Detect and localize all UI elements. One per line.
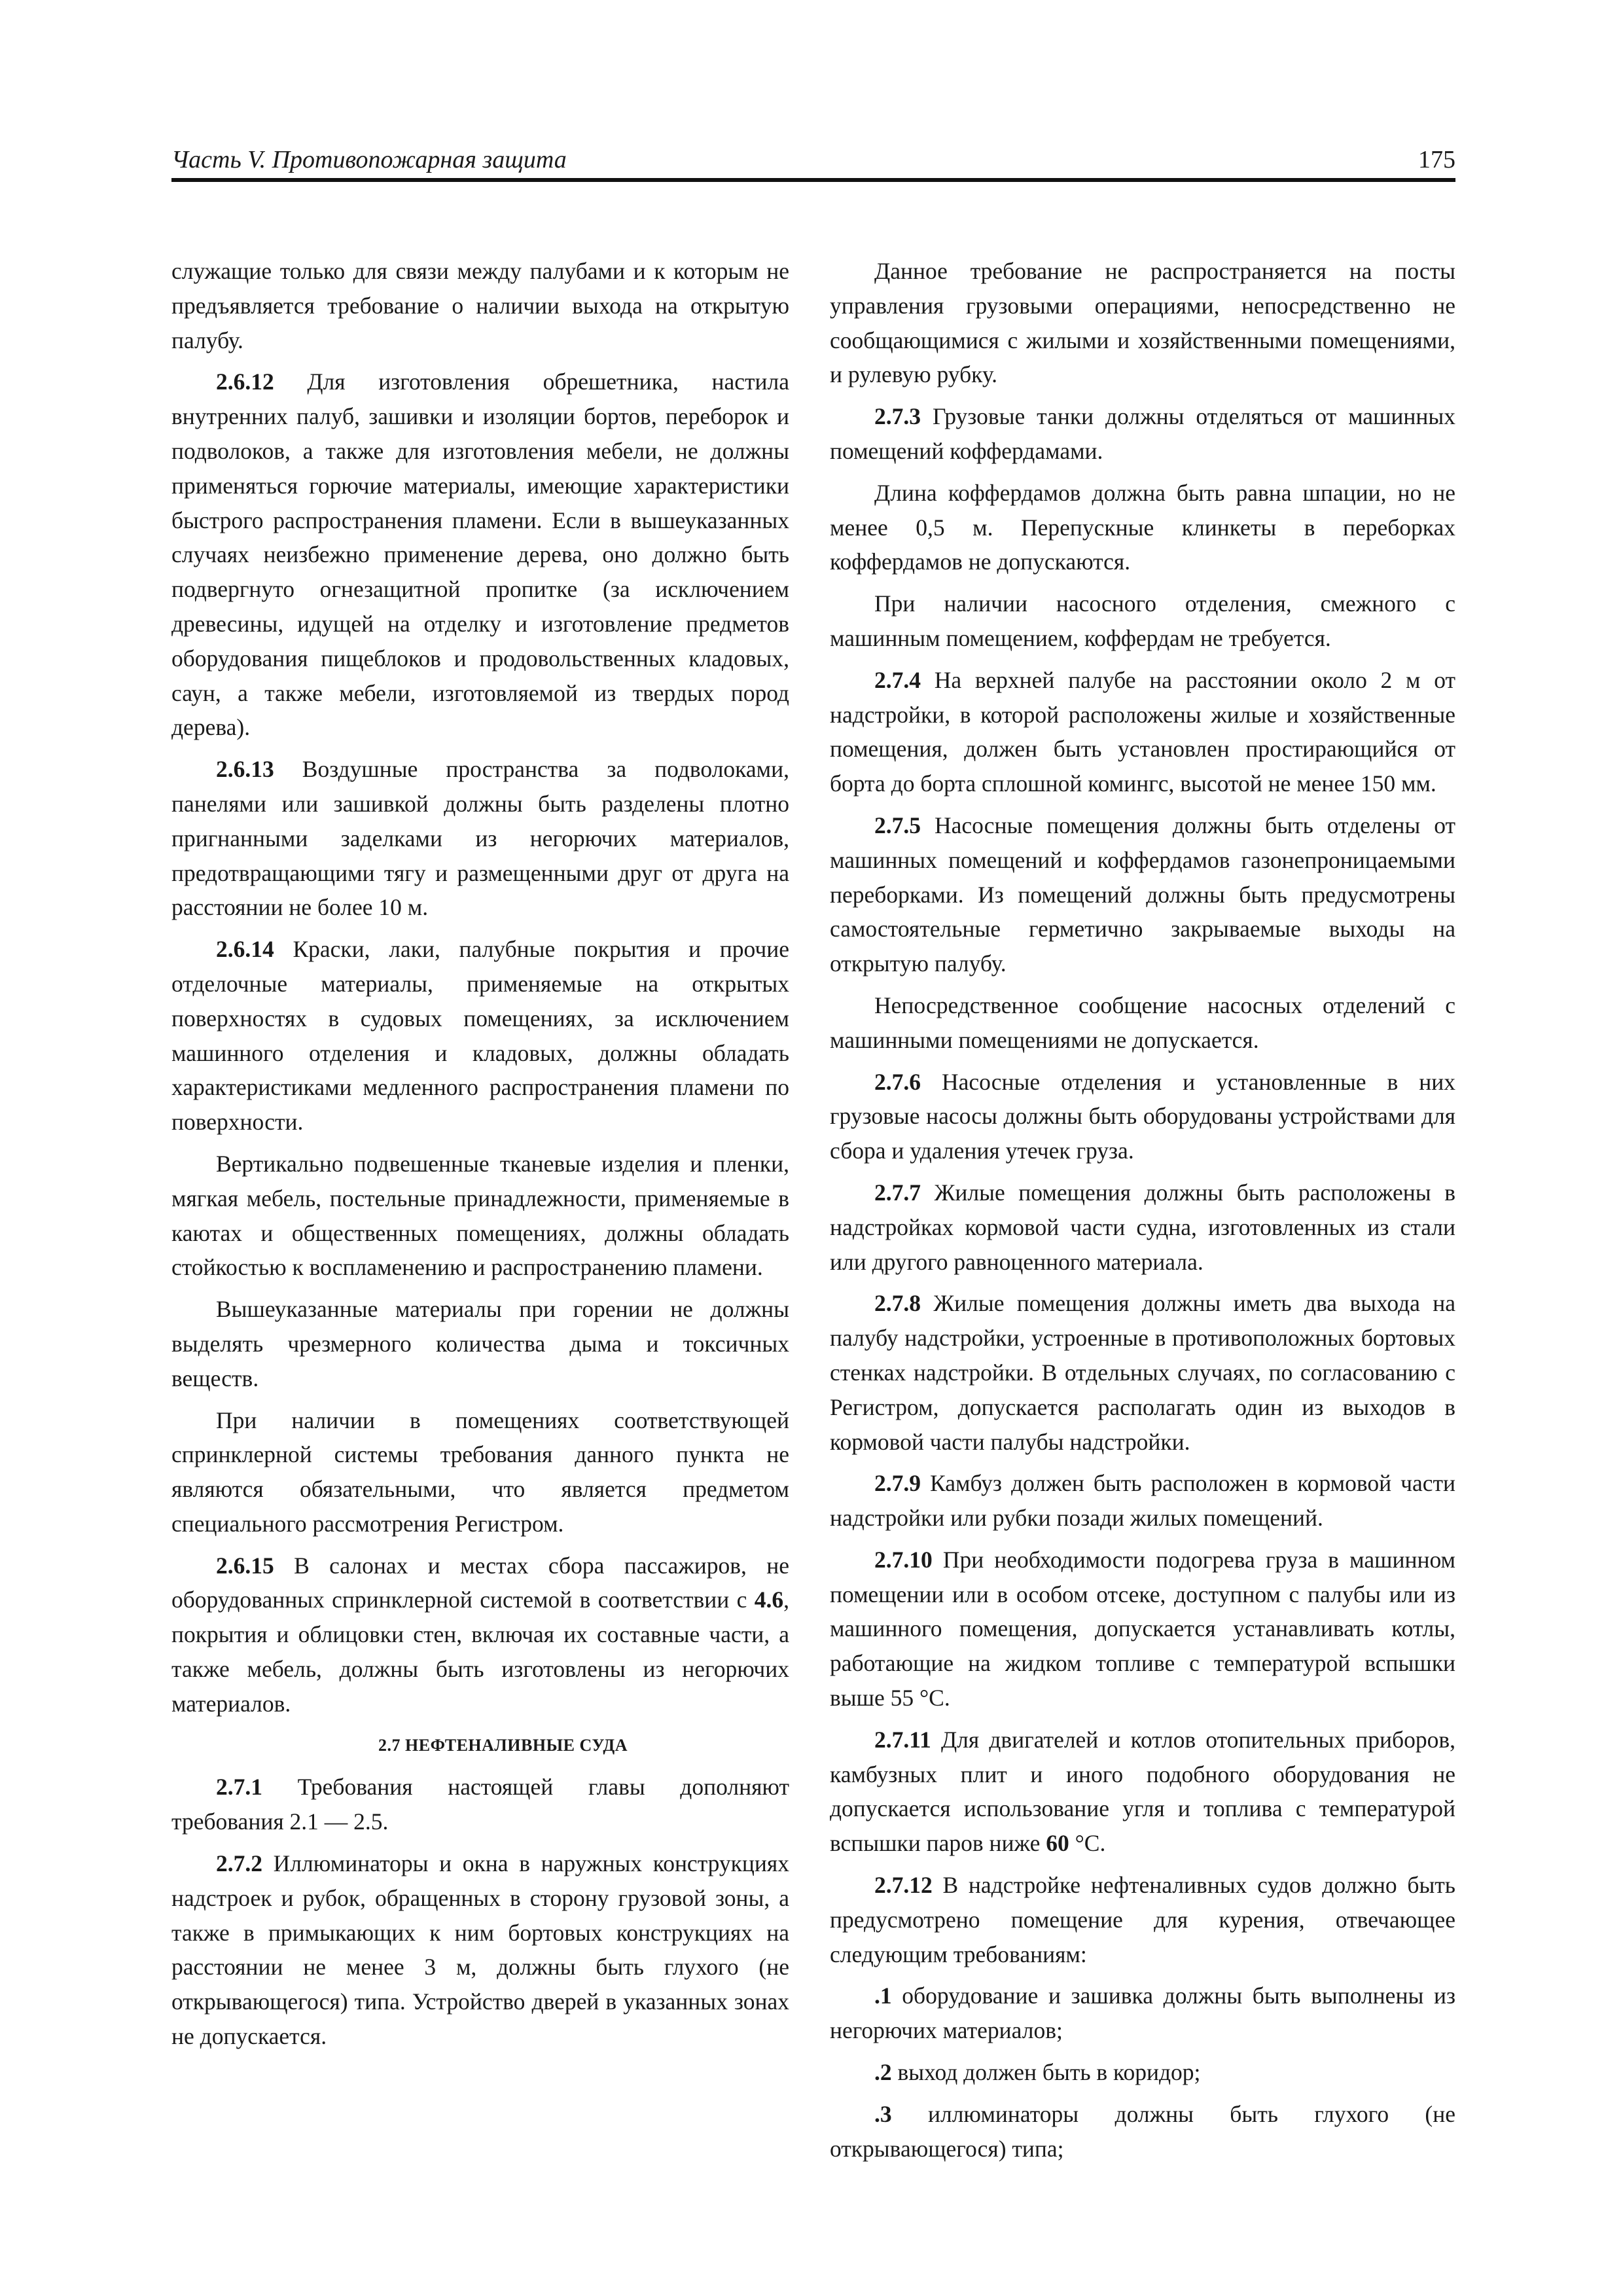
paragraph-2-7-4: 2.7.4 На верхней палубе на расстоянии около 2 м от надстройки, в которой расположены жилые и хозяйственные помещения, должен быть установлен простирающийся от борта до борта сплошной комингс, высотой не менее 150 мм.	[830, 666, 1455, 797]
paragraph-2-6-13: 2.6.13 Воздушные пространства за подволоками, панелями или зашивкой должны быть разделены плотно пригнанными заделками из негорючих материалов, предотвращающими тягу и размещенными друг от друга на расстоянии не более 10 м.	[171, 756, 789, 921]
paragraph: служащие только для связи между палубами и к которым не предъявляется требование о наличии выхода на открытую палубу.	[171, 258, 789, 353]
clause-number: 2.6.14	[216, 936, 274, 963]
page-number: 175	[1418, 146, 1455, 173]
clause-number: 2.7.1	[216, 1774, 262, 1801]
clause-number: 2.6.15	[216, 1552, 274, 1579]
paragraph: Непосредственное сообщение насосных отделений с машинными помещениями не допускается.	[830, 992, 1455, 1053]
paragraph-2-7-6: 2.7.6 Насосные отделения и установленные в них грузовые насосы должны быть оборудованы устройствами для сбора и удаления утечек груза.	[830, 1068, 1455, 1164]
temperature-value: 60	[1046, 1830, 1069, 1857]
paragraph: Данное требование не распространяется на посты управления грузовыми операциями, непосредственно не сообщающимися с жилыми и хозяйственными помещениями, и рулевую рубку.	[830, 258, 1455, 388]
paragraph-2-7-12: 2.7.12 В надстройке нефтеналивных судов должно быть предусмотрено помещение для курения, отвечающее следующим требованиям:	[830, 1872, 1455, 1967]
paragraph-2-7-1: 2.7.1 Требования настоящей главы дополняют требования 2.1 — 2.5.	[171, 1774, 789, 1835]
paragraph-2-7-11: 2.7.11 Для двигателей и котлов отопительных приборов, камбузных плит и иного подобного оборудования не допускается использование угля и топлива с температурой вспышки паров ниже 60 °C.	[830, 1726, 1455, 1857]
list-item: .2 выход должен быть в коридор;	[874, 2059, 1201, 2086]
clause-number: 2.7.5	[874, 812, 921, 838]
clause-number: 2.7.8	[874, 1290, 921, 1317]
paragraph-2-6-15: 2.6.15 В салонах и местах сбора пассажиров, не оборудованных спринклерной системой в соответствии с 4.6, покрытия и облицовки стен, включая их составные части, а также мебель, должны быть изготовлены из негорючих материалов.	[171, 1552, 789, 1717]
paragraph-2-7-3: 2.7.3 Грузовые танки должны отделяться от машинных помещений коффердамами.	[830, 403, 1455, 464]
clause-number: 2.6.13	[216, 756, 274, 783]
clause-number: 2.7.6	[874, 1068, 921, 1095]
paragraph-2-6-12: 2.6.12 Для изготовления обрешетника, настила внутренних палуб, зашивки и изоляции бортов, переборок и подволоков, а также для изготовления мебели, не должны применяться горючие материалы, имеющие характеристики быстрого распространения пламени. Если в вышеуказанных случаях неизбежно применение дерева, оно должно быть подвергнуто огнезащитной пропитке (за исключением древесины, идущей на отделку и изготовление предметов оборудования пищеблоков и продовольственных кладовых, саун, а также мебели, изготовляемой из твердых пород дерева).	[171, 368, 789, 741]
paragraph: Вышеуказанные материалы при горении не должны выделять чрезмерного количества дыма и токсичных веществ.	[171, 1296, 789, 1391]
item-number: .3	[874, 2100, 892, 2127]
item-number: .2	[874, 2059, 892, 2086]
paragraph-2-7-9: 2.7.9 Камбуз должен быть расположен в кормовой части надстройки или рубки позади жилых помещений.	[830, 1470, 1455, 1532]
clause-number: 2.7.7	[874, 1179, 921, 1206]
clause-number: 2.7.10	[874, 1546, 933, 1573]
list-item: .1 оборудование и зашивка должны быть выполнены из негорючих материалов;	[830, 1982, 1455, 2044]
page-header	[171, 143, 1455, 182]
clause-number: 2.7.12	[874, 1872, 933, 1899]
paragraph: Вертикально подвешенные тканевые изделия и пленки, мягкая мебель, постельные принадлежности, применяемые в каютах и общественных помещениях, должны обладать стойкостью к воспламенению и распространению пламени.	[171, 1150, 789, 1281]
item-number: .1	[874, 1982, 892, 2009]
paragraph-2-7-10: 2.7.10 При необходимости подогрева груза в машинном помещении или в особом отсеке, доступном с палубы или из машинного помещения, допускается устанавливать котлы, работающие на жидком топливе с температурой вспышки выше 55 °C.	[830, 1546, 1455, 1712]
right-column	[830, 254, 1455, 2173]
clause-number: 2.7.2	[216, 1850, 262, 1877]
cross-reference: 4.6	[754, 1587, 784, 1613]
paragraph-2-7-7: 2.7.7 Жилые помещения должны быть расположены в надстройках кормовой части судна, изготовленных из стали или другого равноценного материала.	[830, 1179, 1455, 1275]
paragraph: При наличии в помещениях соответствующей спринклерной системы требования данного пункта не являются обязательными, что является предметом специального рассмотрения Регистром.	[171, 1407, 789, 1537]
paragraph: Длина коффердамов должна быть равна шпации, но не менее 0,5 м. Перепускные клинкеты в переборках коффердамов не допускаются.	[830, 479, 1455, 575]
paragraph-2-6-14: 2.6.14 Краски, лаки, палубные покрытия и прочие отделочные материалы, применяемые на открытых поверхностях в судовых помещениях, за исключением машинного отделения и кладовых, должны обладать характеристиками медленного распространения пламени по поверхности.	[171, 936, 789, 1136]
running-title: Часть V. Противопожарная защита	[171, 146, 567, 173]
list-item: .3 иллюминаторы должны быть глухого (не открывающегося) типа;	[830, 2100, 1455, 2162]
section-heading: 2.7 НЕФТЕНАЛИВНЫЕ СУДА	[378, 1735, 628, 1755]
clause-number: 2.7.9	[874, 1470, 921, 1497]
clause-number: 2.7.3	[874, 403, 921, 430]
clause-number: 2.7.11	[874, 1726, 931, 1753]
paragraph-2-7-8: 2.7.8 Жилые помещения должны иметь два выхода на палубу надстройки, устроенные в противоположных бортовых стенках надстройки. В отдельных случаях, по согласованию с Регистром, допускается располагать один из выходов в кормовой части палубы надстройки.	[830, 1290, 1455, 1455]
clause-number: 2.7.4	[874, 666, 921, 693]
paragraph-2-7-2: 2.7.2 Иллюминаторы и окна в наружных конструкциях надстроек и рубок, обращенных в сторону грузовой зоны, а также в примыкающих к ним бортовых конструкциях на расстоянии не менее 3 м, должны быть глухого (не открывающегося) типа. Устройство дверей в указанных зонах не допускается.	[171, 1850, 789, 2050]
clause-number: 2.6.12	[216, 368, 274, 395]
paragraph-2-7-5: 2.7.5 Насосные помещения должны быть отделены от машинных помещений и коффердамов газонепроницаемыми переборками. Из помещений должны быть предусмотрены самостоятельные герметично закрываемые выходы на открытую палубу.	[830, 812, 1455, 977]
left-column	[171, 254, 789, 2061]
paragraph: При наличии насосного отделения, смежного с машинным помещением, коффердам не требуется.	[830, 590, 1455, 651]
